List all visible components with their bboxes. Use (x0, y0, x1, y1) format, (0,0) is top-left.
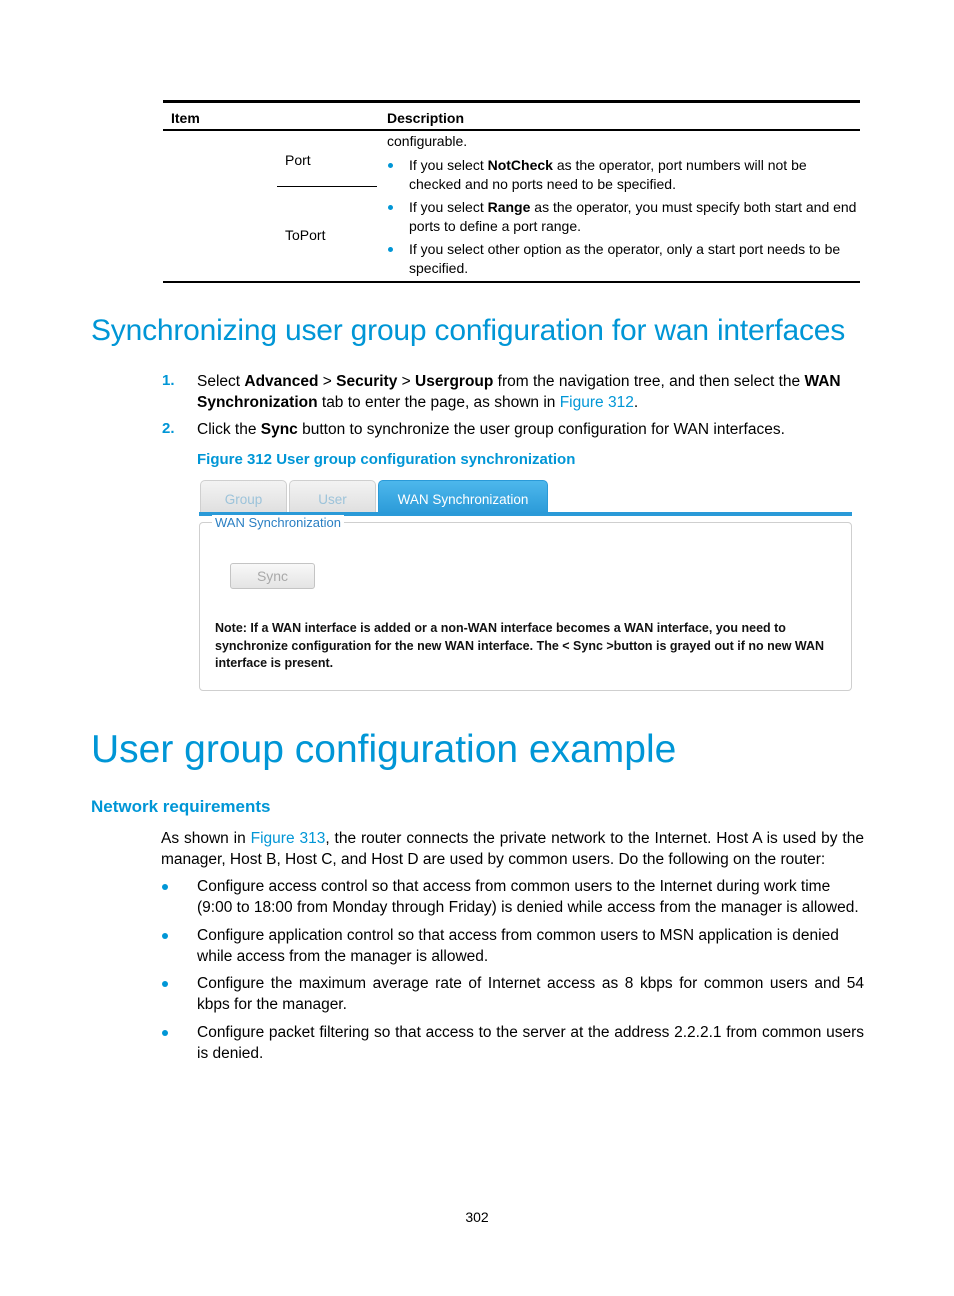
table-desc-bullet: If you select Range as the operator, you must specify both start and end ports to define a port range. (409, 199, 857, 234)
figure-313-link[interactable]: Figure 313 (250, 830, 326, 847)
section-heading-sync: Synchronizing user group configuration for wan interfaces (91, 314, 846, 347)
bullet-icon (162, 981, 168, 987)
requirement-item: Configure packet filtering so that access to the server at the address 2.2.2.1 from common users is denied. (197, 1024, 864, 1062)
step-number: 2. (162, 420, 175, 437)
table-row-divider (277, 186, 377, 187)
bullet-icon (388, 163, 393, 168)
figure-caption: Figure 312 User group configuration synchronization (197, 451, 576, 468)
table-desc-continuation: configurable. (387, 133, 468, 149)
table-header-item: Item (171, 110, 200, 126)
table-top-rule (163, 100, 860, 103)
panel-legend: WAN Synchronization (212, 515, 344, 530)
bullet-icon (162, 1030, 168, 1036)
tab-group[interactable]: Group (200, 480, 287, 515)
page-number: 302 (465, 1209, 489, 1225)
table-bottom-rule (163, 281, 860, 283)
table-cell-port: Port (285, 152, 311, 168)
bullet-icon (162, 884, 168, 890)
step-text: Select Advanced > Security > Usergroup from the navigation tree, and then select the WAN Synchronization tab to enter the page, as shown in Figure 312. (197, 373, 841, 411)
table-cell-toport: ToPort (285, 227, 326, 243)
table-header-description: Description (387, 110, 465, 126)
requirement-item: Configure application control so that access from common users to MSN application is denied while access from the manager is allowed. (197, 927, 839, 965)
figure-312-link[interactable]: Figure 312 (559, 394, 634, 411)
step-text: Click the Sync button to synchronize the user group configuration for WAN interfaces. (197, 421, 785, 438)
bullet-icon (388, 247, 393, 252)
intro-paragraph: As shown in Figure 313, the router connects the private network to the Internet. Host A is used by the manager, Host B, Host C, and Host D are used by common users. Do the following on the router: (161, 830, 864, 868)
tab-wan-synchronization[interactable]: WAN Synchronization (378, 480, 548, 515)
table-header-rule (163, 129, 860, 131)
step-number: 1. (162, 372, 175, 389)
requirement-item: Configure the maximum average rate of Internet access as 8 kbps for common users and 54 kbps for the manager. (197, 975, 864, 1013)
sync-button[interactable]: Sync (230, 563, 315, 589)
section-heading-example: User group configuration example (91, 728, 677, 771)
bullet-icon (388, 205, 393, 210)
table-desc-bullet: If you select NotCheck as the operator, port numbers will not be checked and no ports need to be specified. (409, 157, 807, 192)
requirement-item: Configure access control so that access from common users to the Internet during work time (9:00 to 18:00 from Monday through Friday) is denied while access from the manager is allowed. (197, 878, 859, 916)
tab-user[interactable]: User (289, 480, 376, 515)
subheading-network-requirements: Network requirements (91, 797, 271, 816)
bullet-icon (162, 933, 168, 939)
note-text: Note: If a WAN interface is added or a non-WAN interface becomes a WAN interface, you need to synchronize configuration for the new WAN interface. The < Sync >button is grayed out if no new WAN interface is present. (215, 621, 825, 670)
table-desc-bullet: If you select other option as the operator, only a start port needs to be specified. (409, 241, 841, 276)
